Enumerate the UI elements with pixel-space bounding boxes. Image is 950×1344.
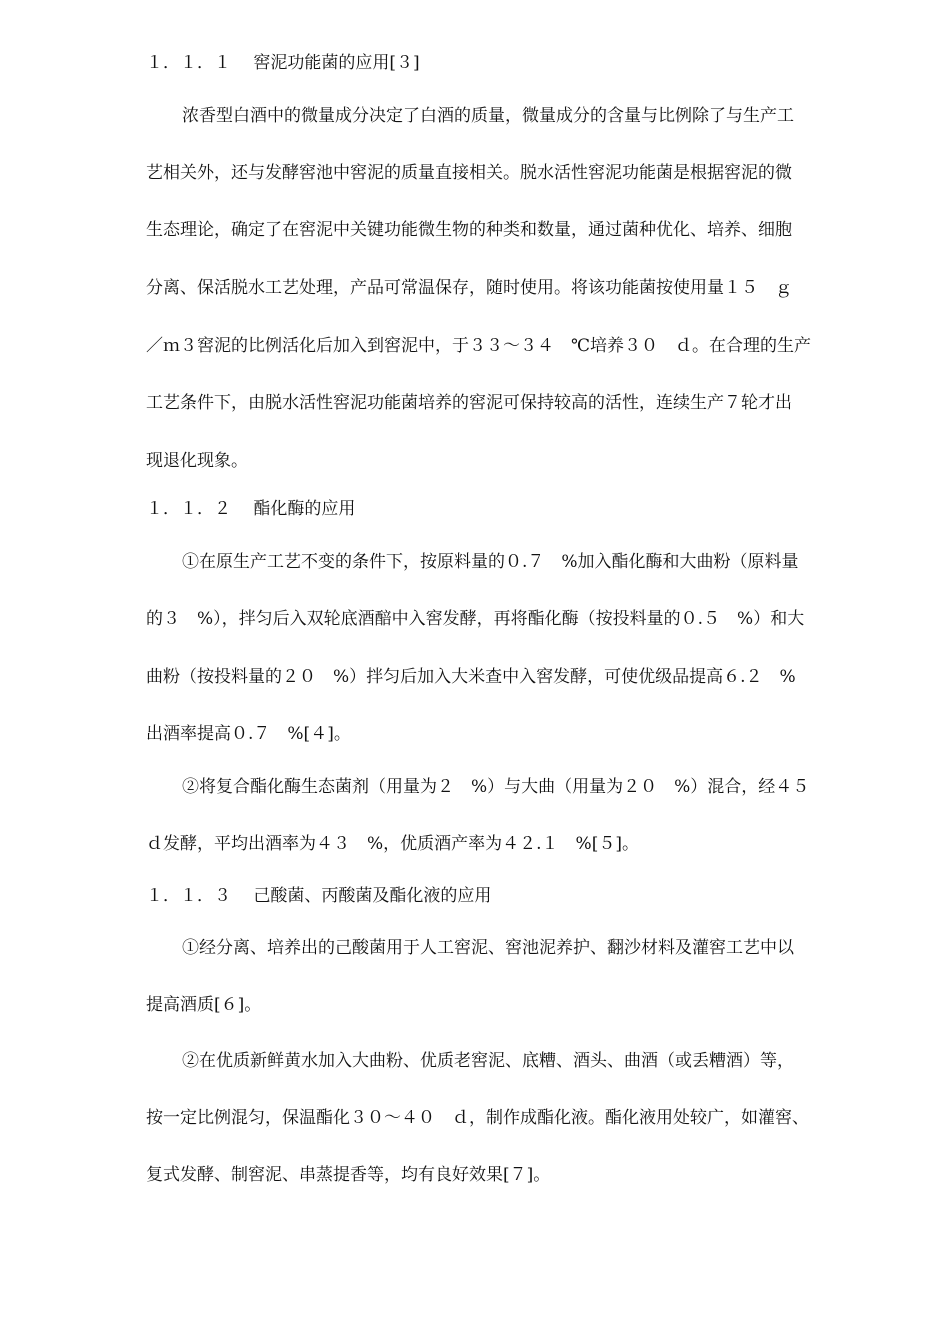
paragraph-line: 提高酒质[６]。 xyxy=(146,995,262,1015)
paragraph-line: 现退化现象。 xyxy=(146,451,248,471)
paragraph-line: 的３ %），拌匀后入双轮底酒醅中入窖发酵，再将酯化酶（按投料量的０.５ %）和大 xyxy=(146,609,805,629)
paragraph-line: ②在优质新鲜黄水加入大曲粉、优质老窖泥、底糟、酒头、曲酒（或丢糟酒）等， xyxy=(182,1051,794,1071)
paragraph-line: 分离、保活脱水工艺处理，产品可常温保存，随时使用。将该功能菌按使用量１５ ｇ xyxy=(146,278,792,298)
paragraph-line: 出酒率提高０.７ %[４]。 xyxy=(146,724,351,744)
paragraph-line: 曲粉（按投料量的２０ %）拌匀后加入大米查中入窖发酵，可使优级品提高６.２ % xyxy=(146,667,796,687)
section-heading-1-1-1: １．１．１ 窖泥功能菌的应用[３] xyxy=(146,53,420,73)
paragraph-line: 复式发酵、制窖泥、串蒸提香等，均有良好效果[７]。 xyxy=(146,1165,551,1185)
paragraph-line: ｄ发酵，平均出酒率为４３ %，优质酒产率为４２.１ %[５]。 xyxy=(146,834,639,854)
paragraph-line: ②将复合酯化酶生态菌剂（用量为２ %）与大曲（用量为２０ %）混合，经４５ xyxy=(182,777,810,797)
paragraph-line: 生态理论，确定了在窖泥中关键功能微生物的种类和数量，通过菌种优化、培养、细胞 xyxy=(146,220,792,240)
paragraph-line: ／ｍ３窖泥的比例活化后加入到窖泥中，于３３～３４ ℃培养３０ ｄ。在合理的生产 xyxy=(146,336,812,356)
paragraph-line: 艺相关外，还与发酵窖池中窖泥的质量直接相关。脱水活性窖泥功能菌是根据窖泥的微 xyxy=(146,163,792,183)
paragraph-line: ①经分离、培养出的己酸菌用于人工窖泥、窖池泥养护、翻沙材料及灌窖工艺中以 xyxy=(182,938,794,958)
section-heading-1-1-2: １．１．２ 酯化酶的应用 xyxy=(146,499,356,519)
section-heading-1-1-3: １．１．３ 己酸菌、丙酸菌及酯化液的应用 xyxy=(146,886,492,906)
paragraph-line: 工艺条件下，由脱水活性窖泥功能菌培养的窖泥可保持较高的活性，连续生产７轮才出 xyxy=(146,393,792,413)
paragraph-line: 浓香型白酒中的微量成分决定了白酒的质量，微量成分的含量与比例除了与生产工 xyxy=(182,106,794,126)
paragraph-line: ①在原生产工艺不变的条件下，按原料量的０.７ %加入酯化酶和大曲粉（原料量 xyxy=(182,552,799,572)
paragraph-line: 按一定比例混匀，保温酯化３０～４０ ｄ，制作成酯化液。酯化液用处较广，如灌窖、 xyxy=(146,1108,809,1128)
